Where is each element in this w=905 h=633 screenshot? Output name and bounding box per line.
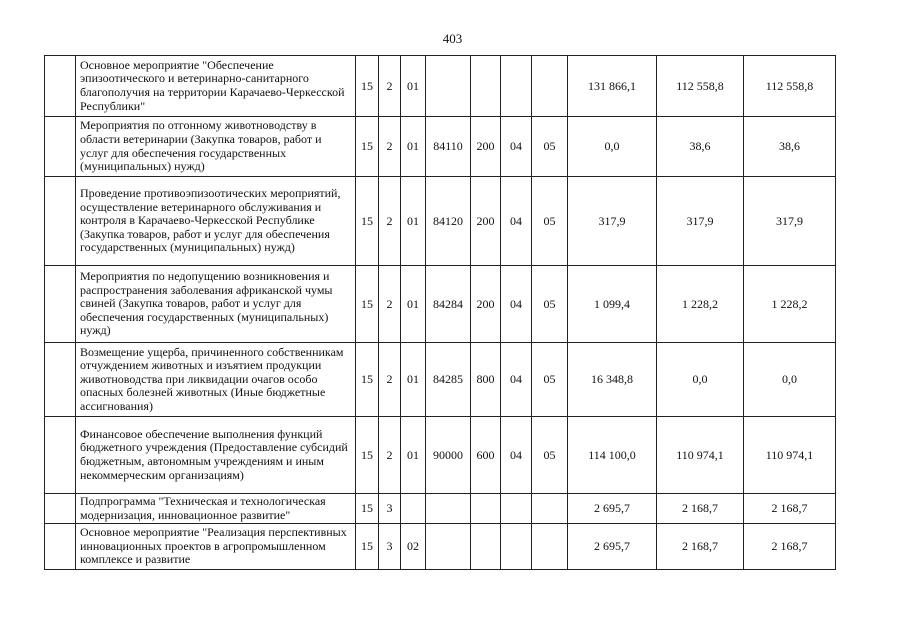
empty-cell <box>45 56 76 117</box>
cell-v1: 2 695,7 <box>568 494 657 524</box>
cell-v3: 38,6 <box>744 117 836 177</box>
cell-c7: 05 <box>532 117 568 177</box>
cell-c2: 3 <box>379 524 401 570</box>
cell-c5: 200 <box>471 266 501 343</box>
table-row <box>45 56 836 117</box>
cell-v2: 38,6 <box>657 117 744 177</box>
cell-v1: 317,9 <box>568 177 657 266</box>
row-name: Мероприятия по недопущению возникновения и распространения заболевания африканской чумы свиней (Закупка товаров, работ и услуг для обеспечения государственных (муниципальных) нужд) <box>76 266 356 343</box>
cell-c6: 04 <box>501 177 532 266</box>
cell-c6: 04 <box>501 117 532 177</box>
cell-c3: 01 <box>401 417 426 494</box>
cell-c2: 3 <box>379 494 401 524</box>
empty-cell <box>45 177 76 266</box>
cell-c5 <box>471 524 501 570</box>
cell-c2: 2 <box>379 117 401 177</box>
cell-v3: 0,0 <box>744 343 836 417</box>
cell-c4: 84285 <box>426 343 471 417</box>
table-row <box>45 177 836 266</box>
cell-c6 <box>501 494 532 524</box>
cell-c7: 05 <box>532 343 568 417</box>
cell-v2: 0,0 <box>657 343 744 417</box>
row-name: Финансовое обеспечение выполнения функций бюджетного учреждения (Предоставление субсидий бюджетным, автономным учреждениям и иным некоммерческим организациям) <box>76 417 356 494</box>
cell-c3: 01 <box>401 177 426 266</box>
cell-c6: 04 <box>501 417 532 494</box>
empty-cell <box>45 117 76 177</box>
cell-c1: 15 <box>356 177 379 266</box>
cell-v3: 2 168,7 <box>744 524 836 570</box>
cell-c1: 15 <box>356 343 379 417</box>
cell-c4: 90000 <box>426 417 471 494</box>
cell-v1: 114 100,0 <box>568 417 657 494</box>
cell-c3: 01 <box>401 343 426 417</box>
cell-c1: 15 <box>356 524 379 570</box>
cell-c2: 2 <box>379 177 401 266</box>
cell-c5 <box>471 56 501 117</box>
cell-c7 <box>532 56 568 117</box>
cell-c6 <box>501 524 532 570</box>
table-row <box>45 417 836 494</box>
empty-cell <box>45 266 76 343</box>
row-name: Мероприятия по отгонному животноводству в области ветеринарии (Закупка товаров, работ и услуг для обеспечения государственных (муниципальных) нужд) <box>76 117 356 177</box>
cell-c2: 2 <box>379 343 401 417</box>
cell-c5: 600 <box>471 417 501 494</box>
cell-c5 <box>471 494 501 524</box>
cell-c4 <box>426 524 471 570</box>
cell-c7: 05 <box>532 417 568 494</box>
cell-v3: 1 228,2 <box>744 266 836 343</box>
cell-c3: 01 <box>401 56 426 117</box>
table-row <box>45 266 836 343</box>
cell-c4 <box>426 494 471 524</box>
cell-c6: 04 <box>501 343 532 417</box>
row-name: Основное мероприятие "Обеспечение эпизоотического и ветеринарно-санитарного благополучия на территории Карачаево-Черкесской Республики" <box>76 56 356 117</box>
cell-c3: 02 <box>401 524 426 570</box>
cell-c4 <box>426 56 471 117</box>
row-name: Проведение противоэпизоотических мероприятий, осуществление ветеринарного обслуживания и контроля в Карачаево-Черкесской Республике (Закупка товаров, работ и услуг для обеспечения государственных (муниципальных) нужд) <box>76 177 356 266</box>
cell-c7: 05 <box>532 177 568 266</box>
cell-v1: 1 099,4 <box>568 266 657 343</box>
cell-c7: 05 <box>532 266 568 343</box>
cell-c1: 15 <box>356 266 379 343</box>
cell-c3: 01 <box>401 266 426 343</box>
row-name: Основное мероприятие "Реализация перспективных инновационных проектов в агропромышленном комплексе и развитие <box>76 524 356 570</box>
budget-table <box>44 55 836 570</box>
empty-cell <box>45 417 76 494</box>
cell-c1: 15 <box>356 494 379 524</box>
cell-c5: 800 <box>471 343 501 417</box>
cell-c2: 2 <box>379 417 401 494</box>
cell-v1: 2 695,7 <box>568 524 657 570</box>
cell-v2: 2 168,7 <box>657 494 744 524</box>
cell-v1: 0,0 <box>568 117 657 177</box>
cell-c1: 15 <box>356 56 379 117</box>
empty-cell <box>45 494 76 524</box>
row-name: Подпрограмма "Техническая и технологическая модернизация, инновационное развитие" <box>76 494 356 524</box>
cell-c6: 04 <box>501 266 532 343</box>
cell-c6 <box>501 56 532 117</box>
cell-v1: 16 348,8 <box>568 343 657 417</box>
cell-c5: 200 <box>471 177 501 266</box>
cell-c4: 84120 <box>426 177 471 266</box>
cell-c1: 15 <box>356 417 379 494</box>
cell-c5: 200 <box>471 117 501 177</box>
cell-c4: 84110 <box>426 117 471 177</box>
cell-v3: 112 558,8 <box>744 56 836 117</box>
cell-v1: 131 866,1 <box>568 56 657 117</box>
cell-v3: 110 974,1 <box>744 417 836 494</box>
cell-c4: 84284 <box>426 266 471 343</box>
empty-cell <box>45 343 76 417</box>
cell-v2: 317,9 <box>657 177 744 266</box>
table-row <box>45 494 836 524</box>
cell-c3 <box>401 494 426 524</box>
table-row <box>45 117 836 177</box>
cell-v3: 2 168,7 <box>744 494 836 524</box>
cell-c2: 2 <box>379 266 401 343</box>
row-name: Возмещение ущерба, причиненного собственникам отчуждением животных и изъятием продукции животноводства при ликвидации очагов особо опасных болезней животных (Иные бюджетные ассигнования) <box>76 343 356 417</box>
cell-c2: 2 <box>379 56 401 117</box>
page-number: 403 <box>442 31 463 46</box>
table-row <box>45 524 836 570</box>
cell-v2: 112 558,8 <box>657 56 744 117</box>
cell-c7 <box>532 494 568 524</box>
cell-v2: 1 228,2 <box>657 266 744 343</box>
cell-c3: 01 <box>401 117 426 177</box>
cell-v3: 317,9 <box>744 177 836 266</box>
empty-cell <box>45 524 76 570</box>
cell-v2: 110 974,1 <box>657 417 744 494</box>
cell-c1: 15 <box>356 117 379 177</box>
table-row <box>45 343 836 417</box>
cell-c7 <box>532 524 568 570</box>
cell-v2: 2 168,7 <box>657 524 744 570</box>
